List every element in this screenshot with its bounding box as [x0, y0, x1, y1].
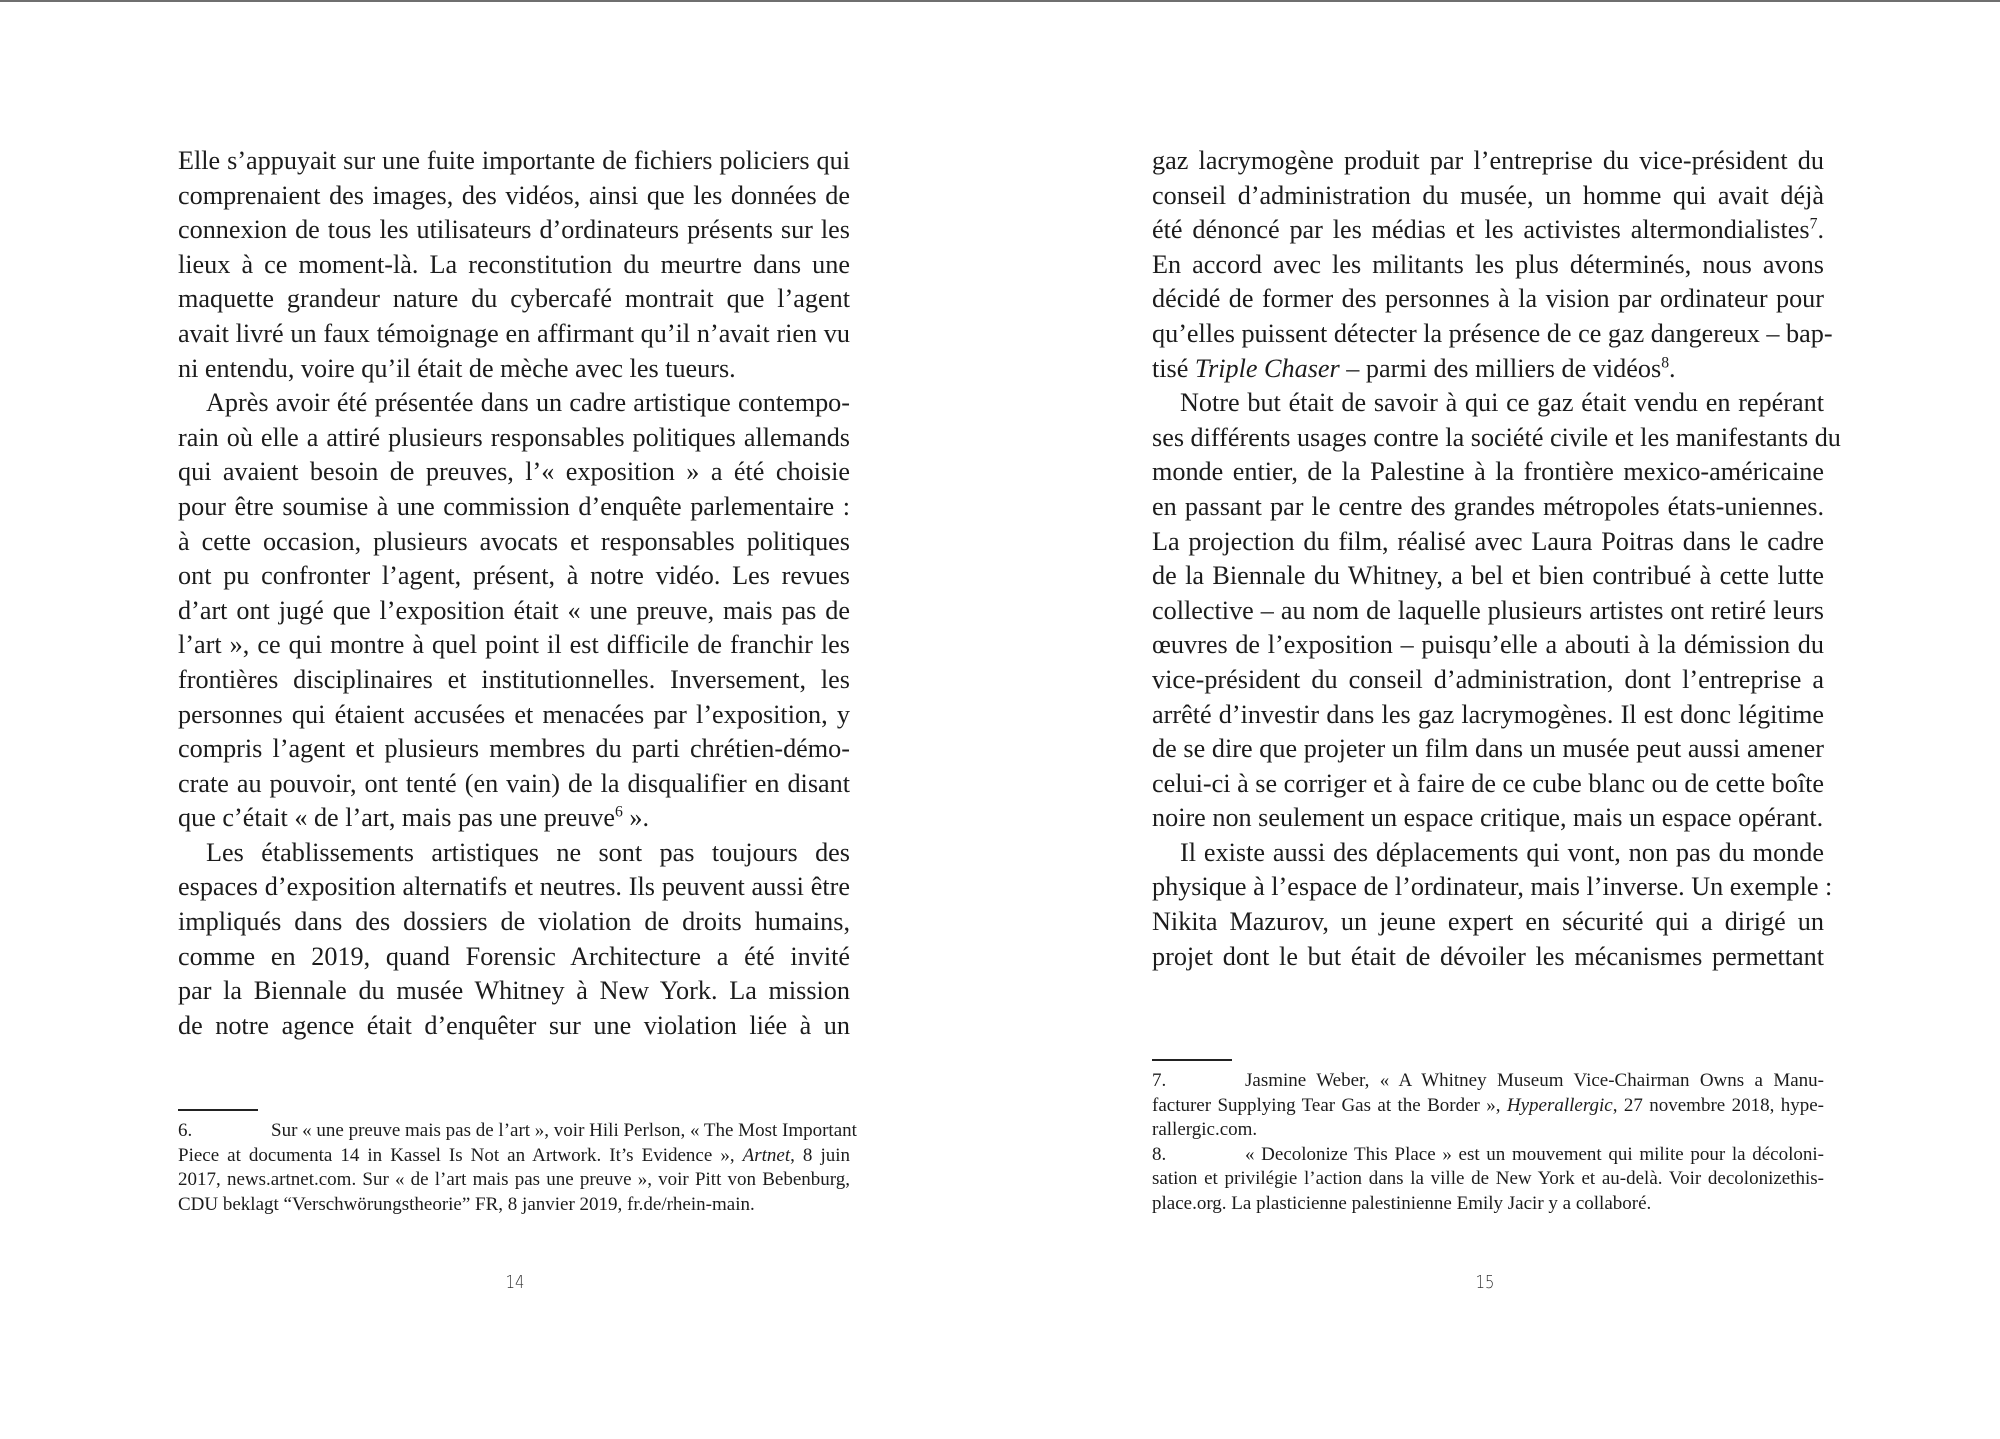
text-line: de se dire que projeter un film dans un musée peut aussi amener: [1152, 734, 1824, 764]
paragraph-3: [1152, 836, 1833, 974]
page-number: 15: [1475, 1272, 1495, 1293]
page-number: 14: [505, 1272, 525, 1293]
text-line: collective – au nom de laquelle plusieurs artistes ont retiré leurs: [1152, 595, 1824, 625]
text-line: l’art », ce qui montre à quel point il est difficile de franchir les: [178, 630, 850, 660]
text-line-content: que c’était « de l’art, mais pas une preuve: [178, 803, 616, 833]
text-line: crate au pouvoir, ont tenté (en vain) de la disqualifier en disant: [178, 768, 850, 798]
text-line-content: été dénoncé par les médias et les activistes altermondialistes: [1152, 215, 1810, 245]
text-line: maquette grandeur nature du cybercafé montrait que l’agent: [178, 284, 850, 314]
text-line: noire non seulement un espace critique, mais un espace opérant.: [1152, 803, 1824, 833]
text-line: à cette occasion, plusieurs avocats et responsables politiques: [178, 526, 850, 556]
text-line: projet dont le but était de dévoiler les mécanismes permettant: [1152, 941, 1824, 971]
text-line: lieux à ce moment-là. La reconstitution du meurtre dans une: [178, 249, 850, 279]
footnote-6: [178, 1119, 857, 1217]
text-line: [1152, 352, 1824, 387]
footnote-number: 8.: [1152, 1143, 1167, 1165]
text-line: comme en 2019, quand Forensic Architecture a été invité: [178, 941, 850, 971]
footnote-line: sation et privilégie l’action dans la ville de New York et au-delà. Voir decolonizethis-: [1152, 1168, 1824, 1190]
text-line: comprenaient des images, des vidéos, ainsi que les données de: [178, 180, 850, 210]
text-line: ont pu confronter l’agent, présent, à notre vidéo. Les revues: [178, 561, 850, 591]
text-line: décidé de former des personnes à la vision par ordinateur pour: [1152, 284, 1824, 314]
text-line: impliqués dans des dossiers de violation de droits humains,: [178, 907, 850, 937]
text-line-suffix: ».: [622, 803, 650, 833]
text-line: personnes qui étaient accusées et menacées par l’exposition, y: [178, 699, 850, 729]
footnote-ref-7[interactable]: 7: [1809, 215, 1818, 233]
footnote-ref-6[interactable]: 6: [615, 803, 623, 821]
text-line: qu’elles puissent détecter la présence de ce gaz dangereux – bap-: [1152, 318, 1833, 348]
paragraph-3: [178, 836, 850, 1044]
right-page-body-text: [1152, 144, 1841, 974]
text-line: frontières disciplinaires et institutionnelles. Inversement, les: [178, 664, 850, 694]
footnote-7: [1152, 1069, 1824, 1143]
right-page: [1000, 0, 2000, 1439]
text-line: conseil d’administration du musée, un homme qui avait déjà: [1152, 180, 1824, 210]
footnote-line: [178, 1144, 850, 1169]
footnote-number: 6.: [178, 1120, 193, 1141]
text-line: Après avoir été présentée dans un cadre artistique contempo-: [206, 388, 850, 418]
footnote-text: , 8 juin: [790, 1144, 850, 1166]
footnote-number: 7.: [1152, 1070, 1167, 1091]
text-line: en passant par le centre des grandes métropoles états-uniennes.: [1152, 491, 1824, 521]
publication-title: Hyperallergic: [1506, 1094, 1613, 1116]
footnote-line: [178, 1119, 857, 1144]
text-line-suffix: .: [1817, 215, 1824, 245]
footnote-text: , 27 novembre 2018, hype-: [1612, 1094, 1824, 1116]
text-line: œuvres de l’exposition – puisqu’elle a abouti à la démission du: [1152, 630, 1824, 660]
text-line: ses différents usages contre la société civile et les manifestants du: [1152, 422, 1841, 452]
text-line: monde entier, de la Palestine à la frontière mexico-américaine: [1152, 457, 1824, 487]
text-line: [1152, 213, 1824, 248]
text-line: compris l’agent et plusieurs membres du parti chrétien-démo-: [178, 734, 850, 764]
text-line: Nikita Mazurov, un jeune expert en sécurité qui a dirigé un: [1152, 907, 1824, 937]
footnote-text: Jasmine Weber, « A Whitney Museum Vice-Chairman Owns a Manu-: [1245, 1070, 1824, 1091]
text-line: Il existe aussi des déplacements qui vont, non pas du monde: [1180, 837, 1824, 867]
paragraph-1: [1152, 144, 1833, 386]
text-line: celui-ci à se corriger et à faire de ce cube blanc ou de cette boîte: [1152, 768, 1824, 798]
work-title: Triple Chaser: [1194, 353, 1340, 383]
footnote-line: rallergic.com.: [1152, 1119, 1258, 1141]
footnote-line: 2017, news.artnet.com. Sur « de l’art mais pas une preuve », voir Pitt von Bebenburg,: [178, 1169, 850, 1191]
text-line: En accord avec les militants les plus déterminés, nous avons: [1152, 249, 1824, 279]
text-line: Notre but était de savoir à qui ce gaz était vendu en repérant: [1180, 388, 1824, 418]
paragraph-2: [1152, 386, 1841, 836]
footnote-text: « Decolonize This Place » est un mouvement qui milite pour la décoloni-: [1245, 1143, 1824, 1165]
footnote-8: [1152, 1143, 1824, 1217]
paragraph-2: [178, 386, 850, 836]
text-line: d’art ont jugé que l’exposition était « une preuve, mais pas de: [178, 595, 850, 625]
text-line: Elle s’appuyait sur une fuite importante de fichiers policiers qui: [178, 146, 850, 175]
footnote-text: Piece at documenta 14 in Kassel Is Not an Artwork. It’s Evidence »,: [178, 1144, 743, 1166]
text-line: qui avaient besoin de preuves, l’« exposition » a été choisie: [178, 457, 850, 487]
footnote-ref-8[interactable]: 8: [1661, 353, 1670, 371]
footnote-separator: [178, 1109, 258, 1111]
text-line: La projection du film, réalisé avec Laura Poitras dans le cadre: [1152, 526, 1824, 556]
text-line: connexion de tous les utilisateurs d’ordinateurs présents sur les: [178, 215, 850, 245]
right-page-footnotes: [1152, 1069, 1824, 1217]
text-line: arrêté d’investir dans les gaz lacrymogènes. Il est donc légitime: [1152, 699, 1824, 729]
text-line: avait livré un faux témoignage en affirmant qu’il n’avait rien vu: [178, 318, 850, 348]
text-line: vice-président du conseil d’administration, dont l’entreprise a: [1152, 664, 1824, 694]
text-line: pour être soumise à une commission d’enquête parlementaire :: [178, 491, 850, 521]
footnote-text: Sur « une preuve mais pas de l’art », voir Hili Perlson, « The Most Important: [271, 1120, 857, 1141]
publication-title: Artnet: [742, 1144, 791, 1166]
text-line: Les établissements artistiques ne sont pas toujours des: [206, 837, 850, 867]
text-line: par la Biennale du musée Whitney à New York. La mission: [178, 976, 850, 1006]
left-page-footnotes: [178, 1119, 857, 1217]
footnote-line: [1152, 1143, 1824, 1168]
text-line-content: tisé: [1152, 353, 1195, 383]
text-line: physique à l’espace de l’ordinateur, mais l’inverse. Un exemple :: [1152, 872, 1833, 902]
text-line: ni entendu, voire qu’il était de mèche avec les tueurs.: [178, 353, 736, 383]
footnote-text: facturer Supplying Tear Gas at the Border »,: [1152, 1094, 1507, 1116]
text-line: rain où elle a attiré plusieurs responsables politiques allemands: [178, 422, 850, 452]
paragraph-1: [178, 144, 850, 386]
footnote-line: place.org. La plasticienne palestinienne Emily Jacir y a collaboré.: [1152, 1192, 1652, 1214]
text-line: espaces d’exposition alternatifs et neutres. Ils peuvent aussi être: [178, 872, 850, 902]
text-line: de la Biennale du Whitney, a bel et bien contribué à cette lutte: [1152, 561, 1824, 591]
text-line: gaz lacrymogène produit par l’entreprise du vice-président du: [1152, 146, 1824, 175]
text-line-content: – parmi des milliers de vidéos: [1339, 353, 1662, 383]
footnote-line: [1152, 1069, 1824, 1094]
text-line-suffix: .: [1669, 353, 1676, 383]
left-page-body-text: [178, 144, 850, 1043]
footnote-separator: [1152, 1059, 1232, 1061]
text-line: de notre agence était d’enquêter sur une violation liée à un: [178, 1010, 850, 1040]
footnote-line: [1152, 1094, 1824, 1119]
footnote-line: CDU beklagt “Verschwörungstheorie” FR, 8 janvier 2019, fr.de/rhein-main.: [178, 1193, 755, 1215]
text-line: [178, 801, 850, 836]
